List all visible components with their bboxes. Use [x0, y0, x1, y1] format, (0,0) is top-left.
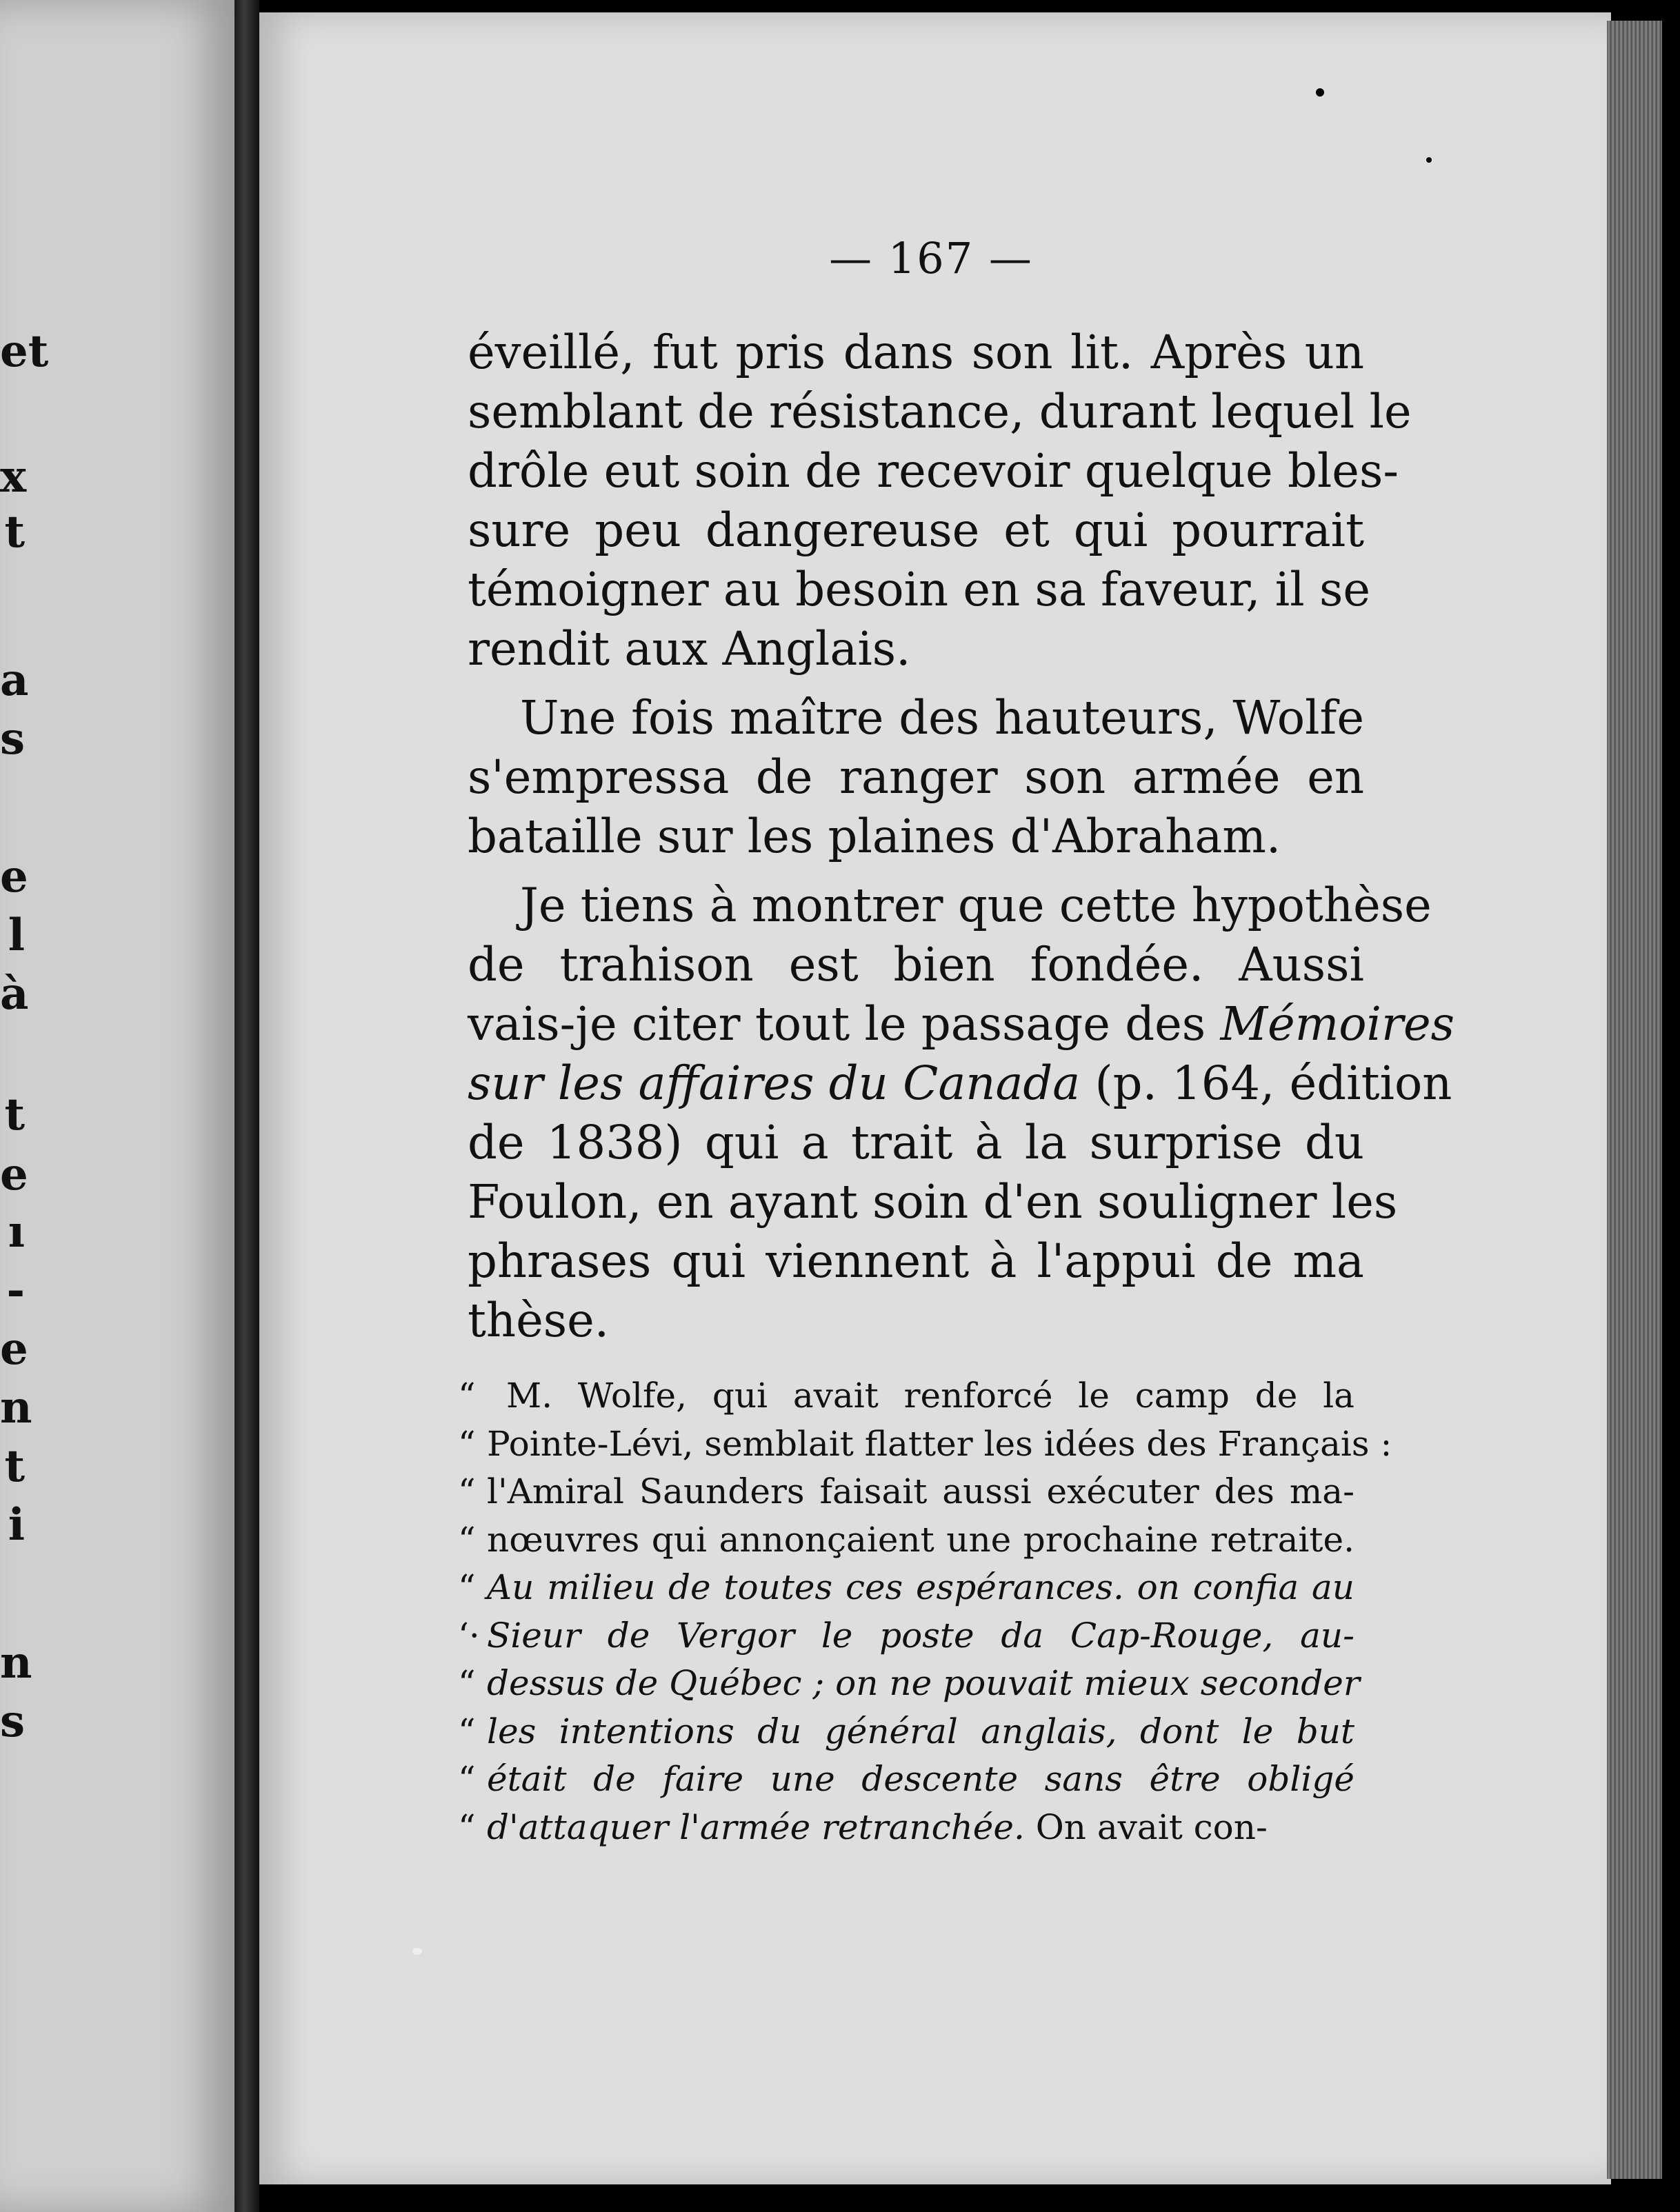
margin-fragment: l: [8, 909, 25, 961]
quote-mark: “: [458, 1376, 476, 1416]
quote-mark: “: [458, 1759, 476, 1799]
text-line: de trahison est bien fondée. Aussi: [468, 938, 1364, 992]
margin-fragment: -: [6, 1265, 25, 1316]
quote-line: [458, 1756, 1354, 1804]
quoted-passage: [458, 1372, 1392, 1851]
margin-fragment: i: [8, 1499, 25, 1551]
quote-line: [458, 1564, 1354, 1612]
quote-text: Au milieu de toutes ces espérances. on confia au: [487, 1567, 1354, 1607]
text-line: [468, 994, 1455, 1054]
margin-fragment: t: [4, 1440, 25, 1492]
text-run: (p. 164, édition: [1080, 1056, 1452, 1110]
quote-text: était de faire une descente sans être obligé: [487, 1759, 1354, 1799]
quote-line: [458, 1420, 1392, 1469]
scan-speck: [1426, 157, 1432, 163]
margin-fragment: s: [0, 1696, 26, 1747]
paragraph: [468, 876, 1455, 1350]
quote-roman-run: On avait con-: [1024, 1807, 1268, 1847]
margin-fragment: s: [0, 713, 26, 765]
page-number: — 167 —: [829, 233, 1033, 283]
text-line: phrases qui viennent à l'appui de ma: [468, 1234, 1364, 1288]
scan-speck: [1316, 88, 1324, 97]
quote-mark: “: [458, 1567, 476, 1607]
body-text: [468, 323, 1455, 1350]
margin-fragment: n: [0, 1637, 32, 1689]
text-line: semblant de résistance, durant lequel le: [468, 385, 1412, 439]
text-line: Foulon, en ayant soin d'en souligner les: [468, 1175, 1398, 1229]
margin-fragment: e: [0, 1149, 28, 1200]
text-line: Je tiens à montrer que cette hypothèse: [520, 878, 1432, 932]
scan-speck: [412, 1948, 422, 1955]
quote-mark: “: [458, 1423, 476, 1464]
page-edges: [1607, 21, 1662, 2179]
quote-line: [458, 1804, 1354, 1852]
quote-text: Sieur de Vergor le poste da Cap-Rouge, au-: [487, 1615, 1354, 1656]
quote-line: [458, 1708, 1354, 1756]
quote-line: [458, 1612, 1354, 1660]
text-line: [468, 1054, 1452, 1113]
quote-italic-run: d'attaquer l'armée retranchée.: [487, 1807, 1025, 1847]
margin-fragment: et: [0, 325, 49, 377]
quote-mark: “: [458, 1519, 476, 1560]
italic-title: Mémoires: [1220, 997, 1455, 1051]
quote-text: Pointe-Lévi, semblait flatter les idées des Français :: [487, 1423, 1392, 1464]
text-run: vais-je citer tout le passage des: [468, 997, 1221, 1051]
quote-line: [458, 1372, 1354, 1420]
quote-text: nœuvres qui annonçaient une prochaine retraite.: [487, 1519, 1354, 1560]
margin-fragment: t: [4, 1089, 25, 1140]
text-line: de 1838) qui a trait à la surprise du: [468, 1116, 1364, 1169]
quote-mark: “: [458, 1711, 476, 1751]
quote-text: l'Amiral Saunders faisait aussi exécuter des ma-: [487, 1471, 1354, 1511]
margin-fragment: e: [0, 1323, 28, 1375]
margin-fragment: x: [0, 451, 27, 503]
margin-fragment: e: [0, 851, 28, 903]
quote-mark: “: [458, 1471, 476, 1511]
text-line: bataille sur les plaines d'Abraham.: [468, 810, 1281, 863]
margin-fragment: n: [0, 1382, 32, 1434]
text-line: drôle eut soin de recevoir quelque bles-: [468, 444, 1399, 498]
book-gutter: [234, 0, 259, 2212]
quote-text: [487, 1804, 1354, 1852]
margin-fragment: a: [0, 654, 29, 706]
paragraph: [468, 323, 1412, 678]
margin-fragment: ı: [8, 1206, 25, 1258]
quote-mark: ‘·: [458, 1615, 480, 1656]
text-line: thèse.: [468, 1294, 610, 1347]
text-line: témoigner au besoin en sa faveur, il se: [468, 563, 1370, 616]
text-line: éveillé, fut pris dans son lit. Après un: [468, 325, 1364, 379]
text-line: rendit aux Anglais.: [468, 622, 911, 676]
quote-text: M. Wolfe, qui avait renforcé le camp de la: [506, 1376, 1354, 1416]
quote-mark: “: [458, 1663, 476, 1703]
margin-fragment: t: [4, 506, 25, 558]
text-line: Une fois maître des hauteurs, Wolfe: [520, 691, 1364, 745]
italic-title: sur les affaires du Canada: [468, 1056, 1081, 1110]
text-line: s'empressa de ranger son armée en: [468, 750, 1364, 804]
quote-line: [458, 1660, 1360, 1708]
paragraph: [468, 688, 1364, 866]
quote-line: [458, 1516, 1354, 1565]
margin-fragment: à: [0, 968, 29, 1020]
quote-mark: “: [458, 1807, 476, 1847]
quote-line: [458, 1468, 1354, 1516]
text-line: sure peu dangereuse et qui pourrait: [468, 503, 1364, 557]
quote-text: les intentions du général anglais, dont le but: [487, 1711, 1354, 1751]
quote-text: dessus de Québec ; on ne pouvait mieux seconder: [487, 1663, 1360, 1703]
